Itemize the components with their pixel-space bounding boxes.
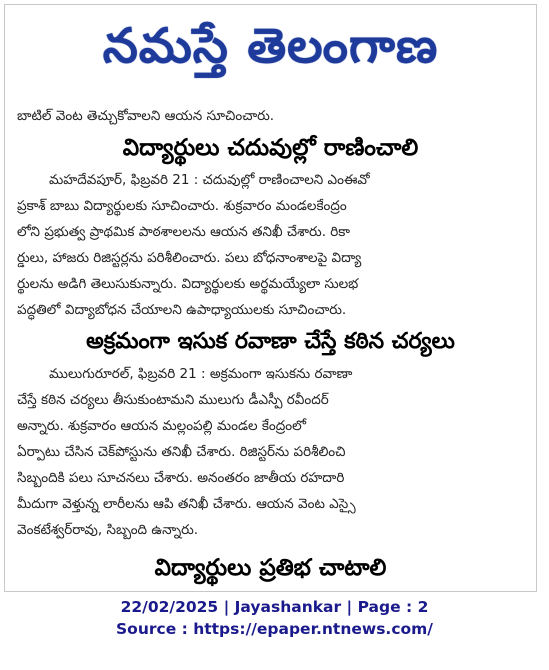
story2-line: చేస్తే కఠిన చర్యలు తీసుకుంటామని ములుగు డీఎస్పీ రవీందర్	[17, 392, 329, 408]
story1-line: ర్థులను అడిగి తెలుసుకున్నారు. విద్యార్థులకు అర్థమయ్యేలా సులభ	[17, 276, 359, 292]
story2-line: మీదుగా వెళ్తున్న లారీలను ఆపి తనిఖీ చేశారు. ఆయన వెంట ఎస్సై	[17, 496, 356, 512]
article-column	[5, 103, 536, 581]
story2-line: ములుగురూరల్, ఫిబ్రవరి 21 : అక్రమంగా ఇసుకను రవాణా	[49, 366, 353, 382]
headline-students: విద్యార్థులు చదువుల్లో రాణించాలి	[122, 135, 419, 161]
story2-line: సిబ్బందికి పలు సూచనలు చేశారు. అనంతరం జాతీయ రహదారి	[17, 470, 345, 486]
footer-date-edition: 22/02/2025 | Jayashankar | Page : 2	[120, 598, 429, 616]
cut-off-headline: విద్యార్థులు ప్రతిభ చాటాలి	[154, 555, 387, 581]
footer-source: Source : https://epaper.ntnews.com/	[116, 620, 433, 638]
story2-line: ఏర్పాటు చేసిన చెక్‌పోస్టును తనిఖీ చేశారు. రిజిస్టర్‌ను పరిశీలించి	[17, 444, 346, 460]
story1-line: లోని ప్రభుత్వ ప్రాథమిక పాఠశాలలను ఆయన తనిఖీ చేశారు. రికా	[17, 224, 351, 240]
story1-line: పద్ధతిలో విద్యాబోధన చేయాలని ఉపాధ్యాయులకు సూచించారు.	[17, 302, 347, 318]
story2-line: అన్నారు. శుక్రవారం ఆయన మల్లంపల్లి మండల కేంద్రంలో	[17, 418, 306, 434]
story1-line: మహదేవపూర్, ఫిబ్రవరి 21 : చదువుల్లో రాణించాలని ఎంఈవో	[49, 172, 370, 188]
story1-line: ప్రకాశ్ బాబు విద్యార్థులకు సూచించారు. శుక్రవారం మండలకేంద్రం	[17, 198, 347, 214]
headline-sand: అక్రమంగా ఇసుక రవాణా చేస్తే కఠిన చర్యలు	[86, 329, 455, 354]
masthead	[5, 5, 536, 87]
intro-line: బాటిల్ వెంట తెచ్చుకోవాలని ఆయన సూచించారు.	[17, 108, 275, 124]
story1-line: ర్డులు, హాజరు రిజిస్టర్లను పరిశీలించారు. పలు బోధనాంశాలపై విద్యా	[17, 250, 362, 266]
source-footer	[0, 596, 549, 640]
newspaper-logo: నమస్తే తెలంగాణ	[102, 18, 439, 74]
newspaper-clip	[4, 4, 537, 592]
story2-line: వెంకటేశ్వర్‌రావు, సిబ్బంది ఉన్నారు.	[17, 522, 199, 538]
